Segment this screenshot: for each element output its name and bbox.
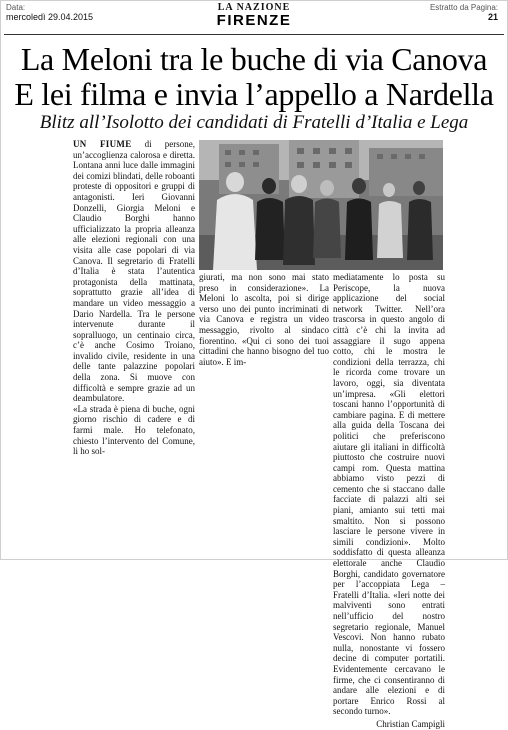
article-photo [199,140,443,270]
byline: Christian Campigli [376,718,445,729]
article-column-2 [199,272,329,367]
extract-label: Estratto da Pagina: [429,3,498,12]
quote-paragraph: «La strada è piena di buche, ogni giorno rischio di cadere e di farmi male. Ho telefonato, chiesto l’intervento del Comune, li ho sol- [73,403,195,457]
page-number: 21 [487,12,498,22]
article-column-3 [333,272,445,730]
header-divider [4,34,504,35]
column-2-text: giurati, ma non sono mai stato preso in considerazione». La Meloni lo ascolta, poi si dirige verso uno dei punto incriminati di via Canova e registra un video messaggio, rivolto al sindaco fiorentino. «Qui ci sono dei tuoi cittadini che hanno bisogno del tuo aiuto». E im- [199,272,329,367]
publication-date: mercoledì 29.04.2015 [6,12,94,22]
column-3-text: mediatamente lo posta su Periscope, la nuova applicazione del social network Twitter. Nell’ora trascorsa in questo angolo di città c’è chi la invita ad assaggiare il sugo appena cotto, chi le mostra le condizioni della terrazza, chi le ricorda come trovare un lavoro, oggi, sia diventata un’impresa. «Gli elettori toscani hanno l’opportunità di cambiare pagina. E di mettere alla guida della Toscana dei politici che preferiscono aiutare gli italiani in difficoltà piuttosto che costruire nuovi campi rom. Questa mattina abbiamo visto pezzi di cemento che si staccano dalle facciate di palazzi alti sei piani, amianto sui tetti mai smaltito. Non si possono lasciare le persone vivere in simili condizioni». Molto soddisfatto di questa alleanza elettorale anche Claudio Borghi, candidato governatore per l’accoppiata Lega – Fratelli d’Italia. «Ieri notte dei malviventi sono entrati nell’ufficio del nostro segretario regionale, Manuel Vescovi. Non hanno rubato nulla, nonostante vi fossero decine di computer portatili. Evidentemente cercavano le firme, che ci consentiranno di andare alle elezioni e di portare Enrico Rossi al secondo turno». [333,272,445,717]
headline-line-1: La Meloni tra le buche di via Canova [20,41,488,77]
kicker: UN FIUME [73,139,132,149]
headline-line-2: E lei filma e invia l’appello a Nardella [14,76,494,112]
lead-paragraph [73,139,195,404]
masthead-newspaper: LA NAZIONE [217,2,291,13]
subheadline: Blitz all’Isolotto dei candidati di Fratelli d’Italia e Lega [39,112,469,133]
date-label: Data: [6,3,26,12]
article-column-1 [73,139,195,457]
lead-text: di persone, un’accoglienza calorosa e diretta. Lontana anni luce dalle immagini dei comizi blindati, delle roboanti proteste di oppositori e gruppi di antagonisti. Ieri Giovanni Donzelli, Giorgia Meloni e Claudio Borghi hanno ufficializzato la propria alleanza alle elezioni regionali con una visita alle case popolari di via Canova. Il segretario di Fratelli d’Italia è stata l’autentica protagonista della mattinata, soprattutto grazie all’idea di mandare un video messaggio a Dario Nardella. Tra le persone intervenute durante il sopralluogo, un centinaio circa, c’è anche Cosimo Troiano, invalido civile, residente in una delle tante palazzine popolari della zona. Si muove con difficoltà e sempre grazie ad un deambulatore. [73,139,195,404]
masthead-city: FIRENZE [216,12,292,29]
photo-illustration [199,140,443,270]
